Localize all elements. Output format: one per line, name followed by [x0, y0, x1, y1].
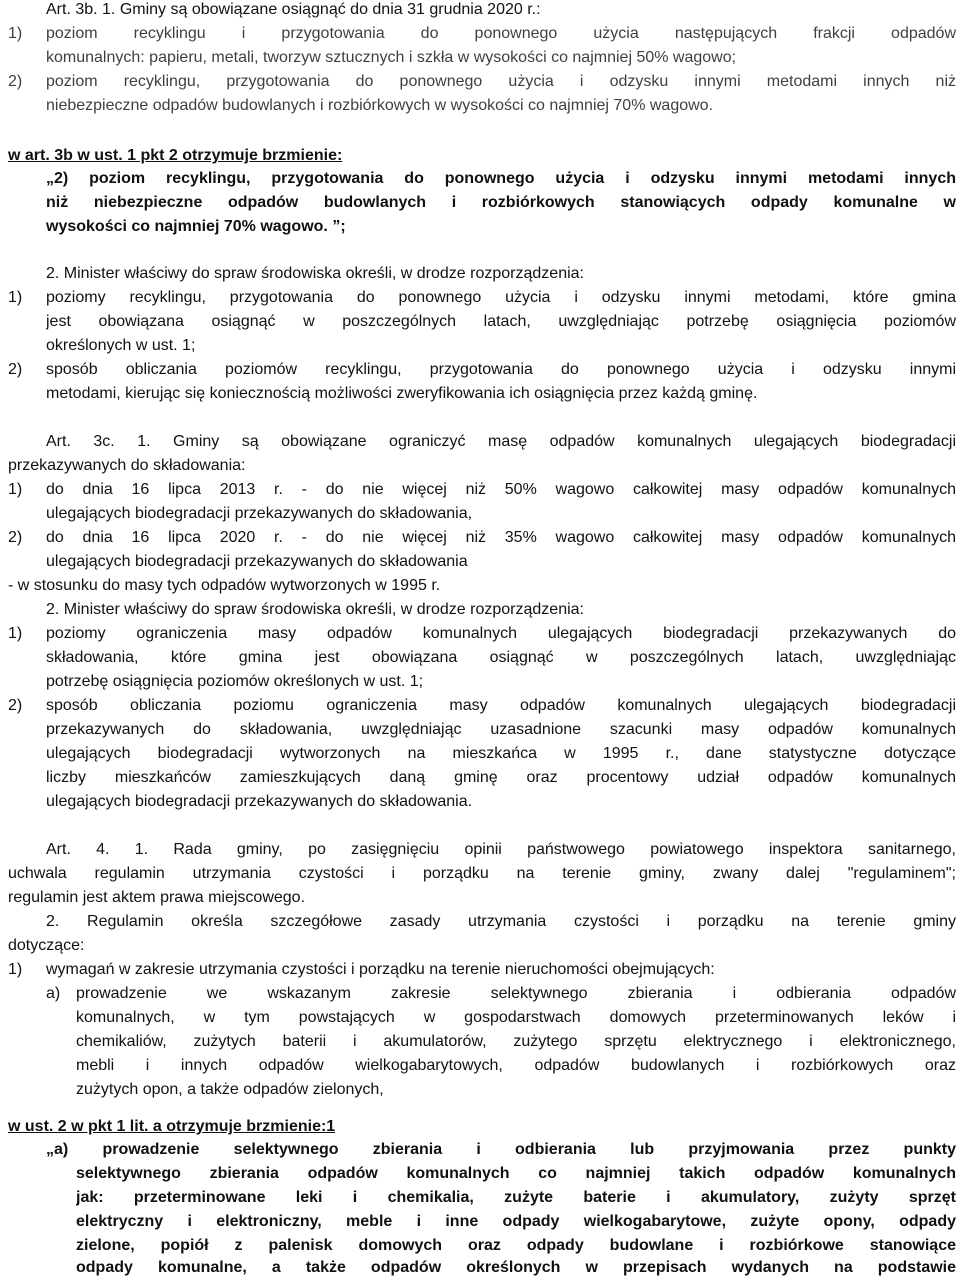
- item-number: 2): [8, 361, 23, 378]
- list-item-text: składowania, które gmina jest obowiązana osiągnąć w poszczególnych latach, uwzględniając: [46, 649, 956, 666]
- list-item-text: potrzebę osiągnięcia poziomów określonych w ust. 1;: [46, 673, 424, 690]
- amendment-text: niż niebezpieczne odpadów budowlanych i rozbiórkowych stanowiących odpady komunalne w: [46, 194, 956, 211]
- amendment-heading: w art. 3b w ust. 1 pkt 2 otrzymuje brzmienie:: [8, 147, 343, 164]
- list-item-text: określonych w ust. 1;: [46, 337, 196, 354]
- amendment-text: selektywnego zbierania odpadów komunalnych co najmniej takich odpadów komunalnych: [76, 1165, 956, 1182]
- list-item-text: prowadzenie we wskazanym zakresie selektywnego zbierania i odbierania odpadów: [76, 985, 956, 1002]
- amendment-text: odpady komunalne, a także odpadów określonych w przepisach wydanych na podstawie: [76, 1259, 956, 1276]
- list-item-text: ulegających biodegradacji przekazywanych do składowania,: [46, 505, 473, 522]
- list-item-text: sposób obliczania poziomu ograniczenia masy odpadów komunalnych ulegających biodegradacji: [46, 697, 956, 714]
- list-item-text: metodami, kierując się koniecznością możliwości zweryfikowania ich osiągnięcia przez każdą gminę.: [46, 385, 758, 402]
- list-item-text: liczby mieszkańców zamieszkujących daną gminę oraz procentowy udział odpadów komunalnych: [46, 769, 956, 786]
- item-number: 1): [8, 625, 23, 642]
- list-item-text: poziom recyklingu i przygotowania do ponownego użycia następujących frakcji odpadów: [46, 25, 956, 42]
- item-number: 1): [8, 25, 23, 42]
- list-item-text: chemikaliów, zużytych baterii i akumulatorów, zużytego sprzętu elektrycznego i elektronicznego,: [76, 1033, 956, 1050]
- art-3b-text: Art. 3b. 1. Gminy są obowiązane osiągnąć do dnia 31 grudnia 2020 r.:: [46, 1, 541, 18]
- paragraph-text: przekazywanych do składowania:: [8, 457, 246, 474]
- amendment-text: jak: przeterminowane leki i chemikalia, zużyte baterie i akumulatory, zużyty sprzęt: [76, 1189, 956, 1206]
- list-item-text: wymagań w zakresie utrzymania czystości i porządku na terenie nieruchomości obejmujących:: [46, 961, 715, 978]
- list-item-text: jest obowiązana osiągnąć w poszczególnych latach, uwzględniając potrzebę osiągnięcia poziomów: [46, 313, 956, 330]
- list-item-text: niebezpieczne odpadów budowlanych i rozbiórkowych w wysokości co najmniej 70% wagowo.: [46, 97, 714, 114]
- paragraph-text: dotyczące:: [8, 937, 85, 954]
- item-number: 1): [8, 481, 23, 498]
- list-item-text: poziom recyklingu, przygotowania do ponownego użycia i odzysku innymi metodami innych niż: [46, 73, 956, 90]
- list-item-text: przekazywanych do składowania, uwzględniając uzasadnione szacunki masy odpadów komunalnych: [46, 721, 956, 738]
- art-4-heading: Art. 4. 1. Rada gminy, po zasięgnięciu opinii państwowego powiatowego inspektora sanitarnego,: [46, 841, 956, 858]
- paragraph-text: - w stosunku do masy tych odpadów wytworzonych w 1995 r.: [8, 577, 441, 594]
- amendment-text: zielone, popiół z palenisk domowych oraz odpady budowlane i rozbiórkowe stanowiące: [76, 1237, 956, 1254]
- art-3b-heading: [46, 0, 541, 20]
- item-number: 2): [8, 73, 23, 90]
- list-item-text: do dnia 16 lipca 2020 r. - do nie więcej niż 35% wagowo całkowitej masy odpadów komunalnych: [46, 529, 956, 546]
- item-number: 2): [8, 529, 23, 546]
- list-item-text: komunalnych, w tym powstających w gospodarstwach domowych przeterminowanych leków i: [76, 1009, 956, 1026]
- list-item-text: poziomy recyklingu, przygotowania do ponownego użycia i odzysku innymi metodami, które gmina: [46, 289, 956, 306]
- amendment-heading: w ust. 2 w pkt 1 lit. a otrzymuje brzmienie:1: [8, 1118, 336, 1135]
- amendment-text: wysokości co najmniej 70% wagowo. ”;: [46, 218, 346, 235]
- paragraph-text: uchwala regulamin utrzymania czystości i porządku na terenie gminy, zwany dalej "regulaminem";: [8, 865, 956, 882]
- list-item-text: ulegających biodegradacji przekazywanych do składowania.: [46, 793, 473, 810]
- list-item-text: komunalnych: papieru, metali, tworzyw sztucznych i szkła w wysokości co najmniej 50% wagowo;: [46, 49, 737, 66]
- art-3c-heading: Art. 3c. 1. Gminy są obowiązane ograniczyć masę odpadów komunalnych ulegających biodegradacji: [46, 433, 956, 450]
- paragraph-text: regulamin jest aktem prawa miejscowego.: [8, 889, 306, 906]
- paragraph-text: 2. Minister właściwy do spraw środowiska określi, w drodze rozporządzenia:: [46, 601, 584, 618]
- amendment-text: „a) prowadzenie selektywnego zbierania i odbierania lub przyjmowania przez punkty: [46, 1141, 956, 1158]
- list-item-text: ulegających biodegradacji wytworzonych na mieszkańca w 1995 r., dane statystyczne dotyczące: [46, 745, 956, 762]
- paragraph-text: 2. Minister właściwy do spraw środowiska określi, w drodze rozporządzenia:: [46, 265, 584, 282]
- list-item-text: sposób obliczania poziomów recyklingu, przygotowania do ponownego użycia i odzysku innymi: [46, 361, 956, 378]
- item-number: 1): [8, 289, 23, 306]
- item-number: 1): [8, 961, 23, 978]
- list-item-text: ulegających biodegradacji przekazywanych do składowania: [46, 553, 468, 570]
- list-item-text: poziomy ograniczenia masy odpadów komunalnych ulegających biodegradacji przekazywanych do: [46, 625, 956, 642]
- list-item-text: do dnia 16 lipca 2013 r. - do nie więcej niż 50% wagowo całkowitej masy odpadów komunalnych: [46, 481, 956, 498]
- amendment-text: elektryczny i elektroniczny, meble i inne odpady wielkogabarytowe, zużyte opony, odpady: [76, 1213, 956, 1230]
- list-item-text: zużytych opon, a także odpadów zielonych,: [76, 1081, 384, 1098]
- paragraph-text: 2. Regulamin określa szczegółowe zasady utrzymania czystości i porządku na terenie gminy: [46, 913, 956, 930]
- amendment-text: „2) poziom recyklingu, przygotowania do ponownego użycia i odzysku innymi metodami innych: [46, 170, 956, 187]
- item-number: 2): [8, 697, 23, 714]
- list-item-text: mebli i innych odpadów wielkogabarytowych, odpadów budowlanych i rozbiórkowych oraz: [76, 1057, 956, 1074]
- item-letter: a): [46, 985, 61, 1002]
